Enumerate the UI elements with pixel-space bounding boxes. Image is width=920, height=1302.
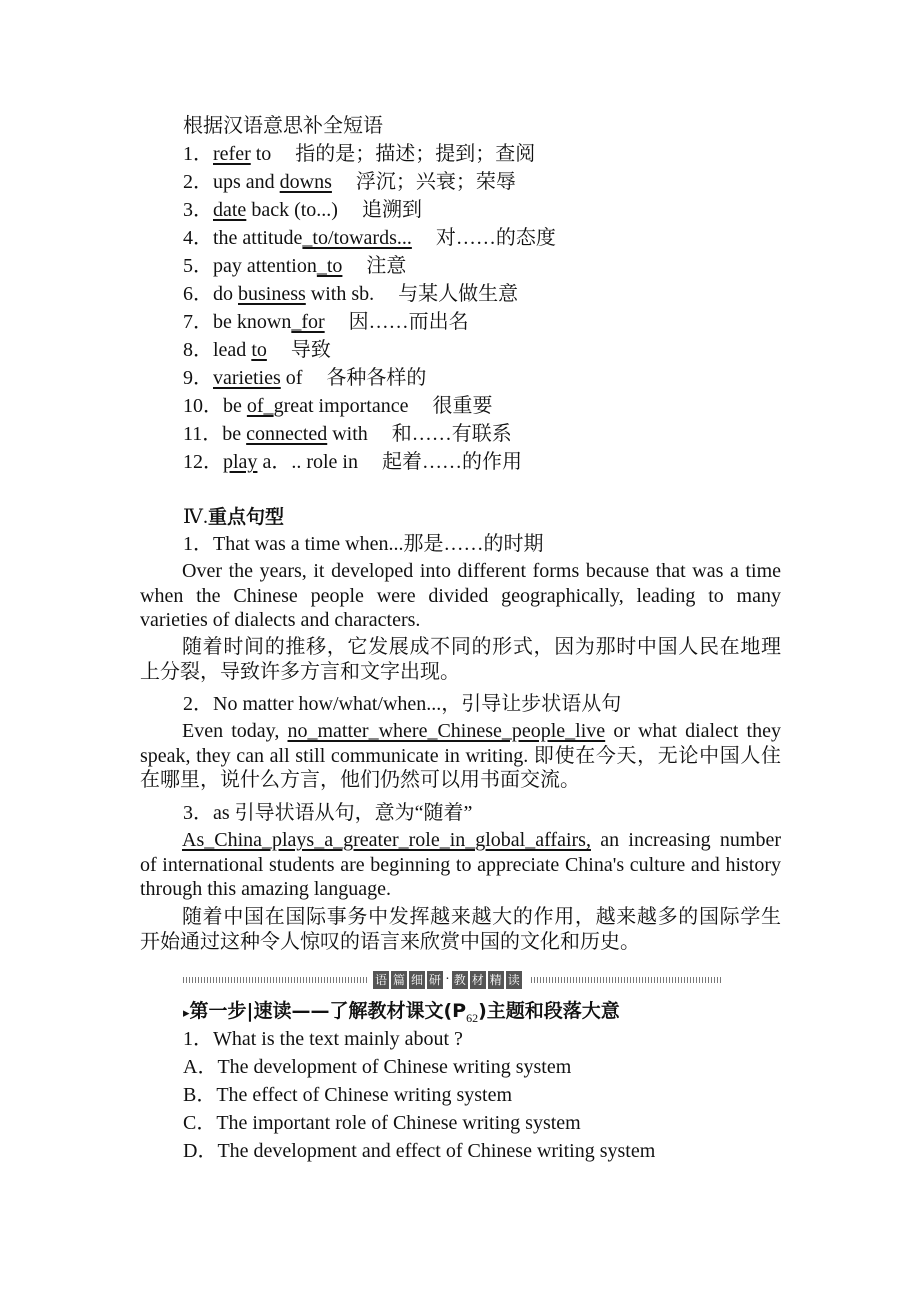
phrase-text: back (to...)	[246, 199, 338, 221]
phrase-item	[183, 366, 426, 390]
section-numeral: Ⅳ.	[183, 506, 208, 528]
phrase-meaning: 起着……的作用	[381, 451, 522, 473]
phrase-meaning: 与某人做生意	[398, 283, 519, 305]
phrase-number: 8．	[183, 339, 213, 361]
phrase-text: to	[250, 143, 272, 165]
phrase-text: with	[327, 423, 368, 445]
banner-box: 篇	[393, 973, 406, 987]
banner-box: 语	[375, 973, 388, 987]
phrase-blank: _to/towards...	[302, 227, 412, 249]
sentence-2-underlined: no_matter_where_Chinese_people_live	[287, 720, 606, 742]
phrase-blank: downs	[279, 171, 332, 193]
phrase-meaning: 浮沉；兴衰；荣辱	[355, 171, 516, 193]
phrase-number: 9．	[183, 367, 213, 389]
phrase-blank: to	[251, 339, 267, 361]
sentence-1-english: Over the years, it developed into different forms because that was a time when the Chinese people were divided geographically, leading to many varieties of dialects and characters.	[140, 560, 781, 632]
phrase-item	[183, 170, 516, 194]
phrase-text: be	[223, 395, 247, 417]
sentence-3-chinese: 随着中国在国际事务中发挥越来越大的作用，越来越多的国际学生开始通过这种令人惊叹的语言来欣赏中国的文化和历史。	[140, 906, 781, 953]
phrase-number: 10．	[183, 395, 223, 417]
phrase-meaning: 追溯到	[361, 199, 422, 221]
phrase-item	[183, 226, 556, 250]
phrase-number: 2．	[183, 171, 213, 193]
phrase-text: of	[280, 367, 303, 389]
phrase-text: ups and	[213, 171, 280, 193]
section-heading	[183, 505, 284, 529]
banner-separator: ·	[445, 972, 450, 987]
phrase-text: be known	[213, 311, 292, 333]
phrase-blank: connected	[246, 423, 328, 445]
sentence-2-post: or what dialect they speak, they can all still communicate in writing. 即使在今天，无论中国人住在哪里，说什么方言，他们仍然可以用书面交流。	[140, 720, 781, 792]
triangle-marker-icon: ▸	[183, 1005, 190, 1020]
option-a: A．The development of Chinese writing system	[183, 1056, 572, 1078]
phrase-blank: business	[238, 283, 306, 305]
step-1-title-sub: 62	[466, 1011, 479, 1025]
sentence-3-post: an increasing number of international students are beginning to appreciate China's culture and history through this amazing language.	[140, 829, 781, 901]
phrase-number: 4．	[183, 227, 213, 249]
banner-hatch-right	[531, 977, 721, 983]
phrase-number: 12．	[183, 451, 223, 473]
sentence-2-paragraph	[140, 719, 781, 793]
banner-hatch-left	[183, 977, 368, 983]
phrase-number: 6．	[183, 283, 213, 305]
phrase-blank: _to	[316, 255, 343, 277]
phrase-number: 11．	[183, 423, 223, 445]
step-1-title-b: )主题和段落大意	[478, 1000, 620, 1022]
phrase-item	[183, 394, 493, 418]
sentence-3-heading: 3．as 引导状语从句，意为“随着”	[183, 802, 473, 824]
phrase-number: 7．	[183, 311, 213, 333]
phrase-item	[183, 310, 469, 334]
phrase-number: 5．	[183, 255, 213, 277]
step-1-heading	[183, 999, 620, 1030]
step-1-title-a: 第一步|速读——了解教材课文(P	[189, 1000, 467, 1022]
phrase-item	[183, 142, 535, 166]
option-b: B．The effect of Chinese writing system	[183, 1084, 513, 1106]
banner-box: 教	[453, 973, 466, 987]
phrase-blank: refer	[213, 143, 251, 165]
option-d: D．The development and effect of Chinese writing system	[183, 1140, 656, 1162]
phrase-item	[183, 450, 522, 474]
banner-box: 读	[507, 973, 520, 987]
phrase-meaning: 因……而出名	[348, 311, 469, 333]
phrases-heading: 根据汉语意思补全短语	[183, 115, 383, 137]
phrase-item	[183, 198, 422, 222]
banner-box: 精	[489, 973, 502, 987]
phrase-blank: play	[223, 451, 258, 473]
phrase-meaning: 导致	[290, 339, 331, 361]
banner-box: 细	[411, 973, 424, 987]
phrase-text: the attitude	[213, 227, 303, 249]
phrase-blank: _for	[291, 311, 325, 333]
phrase-item	[183, 338, 331, 362]
section-banner	[183, 968, 721, 992]
phrase-meaning: 注意	[366, 255, 407, 277]
banner-box: 材	[471, 973, 484, 987]
phrase-blank: date	[213, 199, 247, 221]
phrase-text: a．.. role in	[257, 451, 358, 473]
phrase-text: do	[213, 283, 238, 305]
sentence-2-pre: Even today,	[182, 720, 288, 742]
sentence-3-paragraph	[140, 828, 781, 902]
banner-tag	[373, 970, 522, 990]
option-c: C．The important role of Chinese writing system	[183, 1112, 581, 1134]
phrase-blank: of_	[246, 395, 274, 417]
phrase-item	[183, 422, 512, 446]
phrase-text: with sb.	[305, 283, 375, 305]
phrase-meaning: 和……有联系	[391, 423, 512, 445]
question-1: 1．What is the text mainly about ?	[183, 1028, 463, 1050]
sentence-1-chinese: 随着时间的推移，它发展成不同的形式，因为那时中国人民在地理上分裂，导致许多方言和文字出现。	[140, 636, 781, 683]
phrase-item	[183, 254, 406, 278]
phrase-text: lead	[213, 339, 252, 361]
phrase-meaning: 各种各样的	[326, 367, 427, 389]
phrase-number: 1．	[183, 143, 213, 165]
sentence-3-underlined: As_China_plays_a_greater_role_in_global_affairs,	[182, 829, 591, 851]
phrase-meaning: 很重要	[432, 395, 493, 417]
sentence-1-heading: 1．That was a time when...那是……的时期	[183, 533, 544, 555]
phrase-meaning: 指的是；描述；提到；查阅	[295, 143, 536, 165]
phrase-item	[183, 282, 518, 306]
phrase-number: 3．	[183, 199, 213, 221]
phrase-blank: varieties	[213, 367, 281, 389]
banner-box: 研	[429, 973, 442, 987]
sentence-2-heading: 2．No matter how/what/when...，引导让步状语从句	[183, 693, 622, 715]
phrase-text: great importance	[273, 395, 409, 417]
section-title: 重点句型	[207, 506, 284, 528]
phrase-text: pay attention	[213, 255, 317, 277]
phrase-meaning: 对……的态度	[435, 227, 556, 249]
phrase-text: be	[222, 423, 247, 445]
